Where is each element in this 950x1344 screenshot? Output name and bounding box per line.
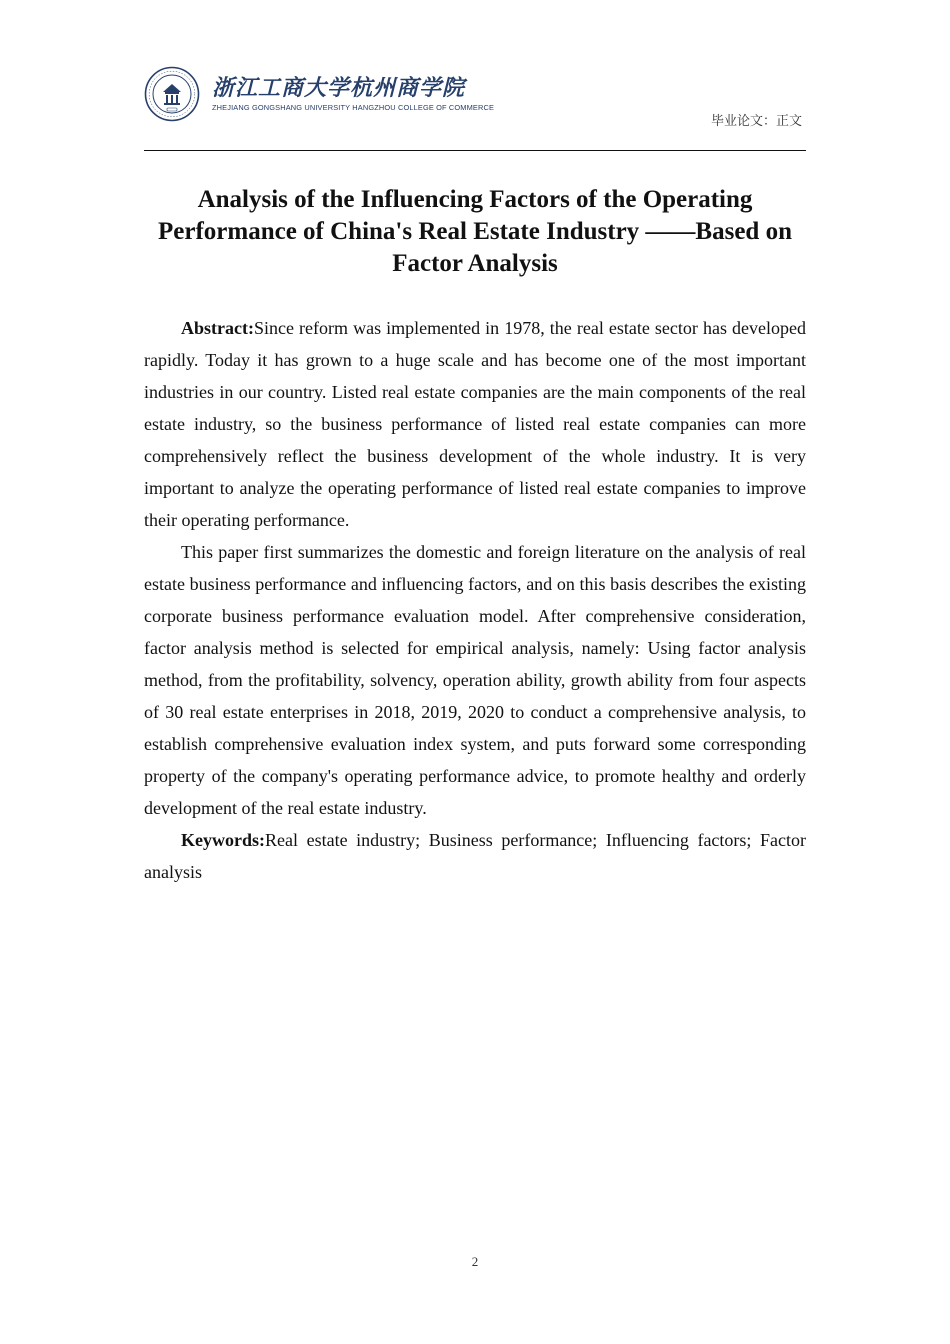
header-divider xyxy=(144,150,806,151)
abstract-paragraph-2: This paper first summarizes the domestic and foreign literature on the analysis of real estate business performance and influencing factors, and on this basis describes the existing corporate business performance evaluation model. After comprehensive consideration, factor analysis method is selected for empirical analysis, namely: Using factor analysis method, from the profitability, solvency, operation ability, growth ability from four aspects of 30 real estate enterprises in 2018, 2019, 2020 to conduct a comprehensive analysis, to establish comprehensive evaluation index system, and puts forward some corresponding property of the company's operating performance advice, to promote healthy and orderly development of the real estate industry. xyxy=(144,542,806,818)
keywords-text: Real estate industry; Business performance; Influencing factors; Factor analysis xyxy=(144,830,806,882)
paper-title xyxy=(144,184,806,280)
university-seal-icon xyxy=(144,66,200,122)
institution-name-en: ZHEJIANG GONGSHANG UNIVERSITY HANGZHOU COLLEGE OF COMMERCE xyxy=(212,103,495,112)
title-line-2: Performance of China's Real Estate Industry ——Based on xyxy=(157,218,792,245)
section-label: 毕业论文：正文 xyxy=(710,114,802,129)
institution-name-cn: 浙江工商大学杭州商学院 xyxy=(212,76,466,101)
page-header xyxy=(144,62,806,152)
title-line-1: Analysis of the Influencing Factors of the Operating xyxy=(197,186,753,213)
abstract-label: Abstract: xyxy=(181,318,254,338)
keywords-paragraph xyxy=(144,824,806,888)
abstract-text-1: Since reform was implemented in 1978, the real estate sector has developed rapidly. Today it has grown to a huge scale and has become one of the most important industries in our country. Listed real estate companies are the main components of the real estate industry, so the business performance of listed real estate companies can more comprehensively reflect the business development of the whole industry. It is very important to analyze the operating performance of listed real estate companies to improve their operating performance. xyxy=(144,318,806,530)
page-number: 2 xyxy=(471,1254,479,1269)
abstract-paragraph-1 xyxy=(144,312,806,536)
university-logo xyxy=(144,66,494,122)
keywords-label: Keywords: xyxy=(181,830,265,850)
title-line-3: Factor Analysis xyxy=(392,250,558,277)
abstract-section xyxy=(144,312,806,888)
